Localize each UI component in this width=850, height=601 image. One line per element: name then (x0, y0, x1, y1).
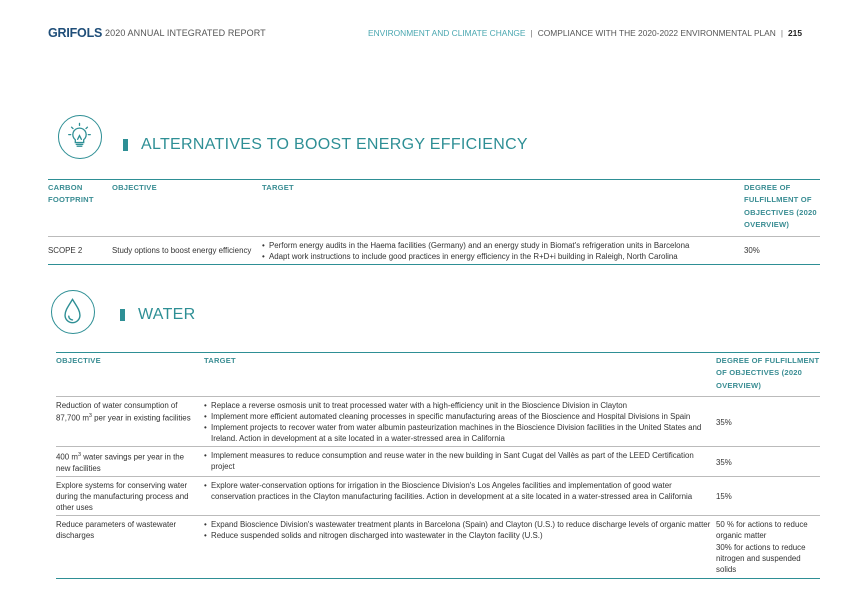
lightbulb-icon (58, 115, 102, 159)
column-header-target: TARGET (262, 180, 744, 237)
degree-line: 50 % for actions to reduce organic matter (716, 519, 808, 540)
table-row (48, 236, 820, 264)
target-item: • Implement projects to recover water from water albumin pasteurization machines in the Bioscience Division facilities in the United States and Ireland. Action in development at a site located in a water-stressed area in California (204, 422, 712, 444)
page-header (48, 26, 802, 40)
table-header-row (48, 180, 820, 237)
target-item: • Explore water-conservation options for irrigation in the Bioscience Division's Los Angeles facilities and implementation of good water conservation practices in the Clayton manufacturing facilities. Action in development at a site located in a water-stressed area in California (204, 480, 712, 502)
column-header-degree: DEGREE OF FULFILLMENT OF OBJECTIVES (2020 OVERVIEW) (744, 180, 820, 237)
breadcrumb-separator: | (530, 28, 533, 38)
column-header-objective: OBJECTIVE (112, 180, 262, 237)
table-row (56, 447, 820, 477)
report-title: 2020 ANNUAL INTEGRATED REPORT (105, 28, 266, 38)
target-item: • Reduce suspended solids and nitrogen discharged into wastewater in the Clayton facility (U.S.) (204, 530, 712, 541)
section-title-energy: ALTERNATIVES TO BOOST ENERGY EFFICIENCY (141, 136, 528, 153)
target-item: • Adapt work instructions to include good practices in energy efficiency in the R+D+i building in Raleigh, North Carolina (262, 251, 740, 262)
energy-table (48, 179, 820, 265)
objective-cell: Reduction of water consumption of 87,700 $m^3$ per year in existing facilities (56, 397, 204, 447)
breadcrumb-subsection[interactable]: COMPLIANCE WITH THE 2020-2022 ENVIRONMENTAL PLAN (537, 28, 776, 38)
section-marker (120, 309, 125, 321)
breadcrumb-separator: | (780, 28, 784, 38)
degree-cell (716, 515, 820, 578)
target-cell (204, 447, 716, 477)
degree-cell: 35% (716, 397, 820, 447)
section-marker (123, 139, 128, 151)
degree-line: 30% for actions to reduce nitrogen and suspended solids (716, 542, 806, 574)
water-table (56, 352, 820, 579)
table-row (56, 515, 820, 578)
column-header-degree: DEGREE OF FULFILLMENT OF OBJECTIVES (2020 OVERVIEW) (716, 353, 820, 397)
target-item: • Expand Bioscience Division's wastewater treatment plants in Barcelona (Spain) and Clayton (U.S.) to reduce discharge levels of organic matter (204, 519, 712, 530)
table-row (56, 476, 820, 515)
column-header-objective: OBJECTIVE (56, 353, 204, 397)
breadcrumb (368, 28, 802, 38)
table-header-row (56, 353, 820, 397)
table-row (56, 397, 820, 447)
degree-cell: 30% (744, 236, 820, 264)
target-item: • Implement measures to reduce consumption and reuse water in the new building in Sant Cugat del Vallès as part of the LEED Certification project (204, 450, 712, 472)
page-number: 215 (788, 28, 802, 38)
target-item: • Replace a reverse osmosis unit to treat processed water with a high-efficiency unit in the Bioscience Division in Clayton (204, 400, 712, 411)
water-drop-icon (51, 290, 95, 334)
objective-cell: 400 $m^3$ water savings per year in the new facilities (56, 447, 204, 477)
carbon-cell: SCOPE 2 (48, 236, 112, 264)
objective-cell: Reduce parameters of wastewater discharges (56, 515, 204, 578)
grifols-logo: GRIFOLS (48, 26, 103, 40)
target-cell (204, 515, 716, 578)
column-header-target: TARGET (204, 353, 716, 397)
target-cell (204, 397, 716, 447)
column-header-carbon: CARBON FOOTPRINT (48, 180, 112, 237)
target-item: • Implement more efficient automated cleaning processes in specific manufacturing areas of the Bioscience and Hospital Divisions in Spain (204, 411, 712, 422)
target-cell (204, 476, 716, 515)
degree-cell: 35% (716, 447, 820, 477)
objective-cell: Study options to boost energy efficiency (112, 236, 262, 264)
degree-cell: 15% (716, 476, 820, 515)
objective-cell: Explore systems for conserving water during the manufacturing process and other uses (56, 476, 204, 515)
target-cell (262, 236, 744, 264)
section-title-water: WATER (138, 306, 196, 323)
breadcrumb-section[interactable]: ENVIRONMENT AND CLIMATE CHANGE (368, 28, 526, 38)
target-item: • Perform energy audits in the Haema facilities (Germany) and an energy study in Biomat's refrigeration units in Barcelona (262, 240, 740, 251)
